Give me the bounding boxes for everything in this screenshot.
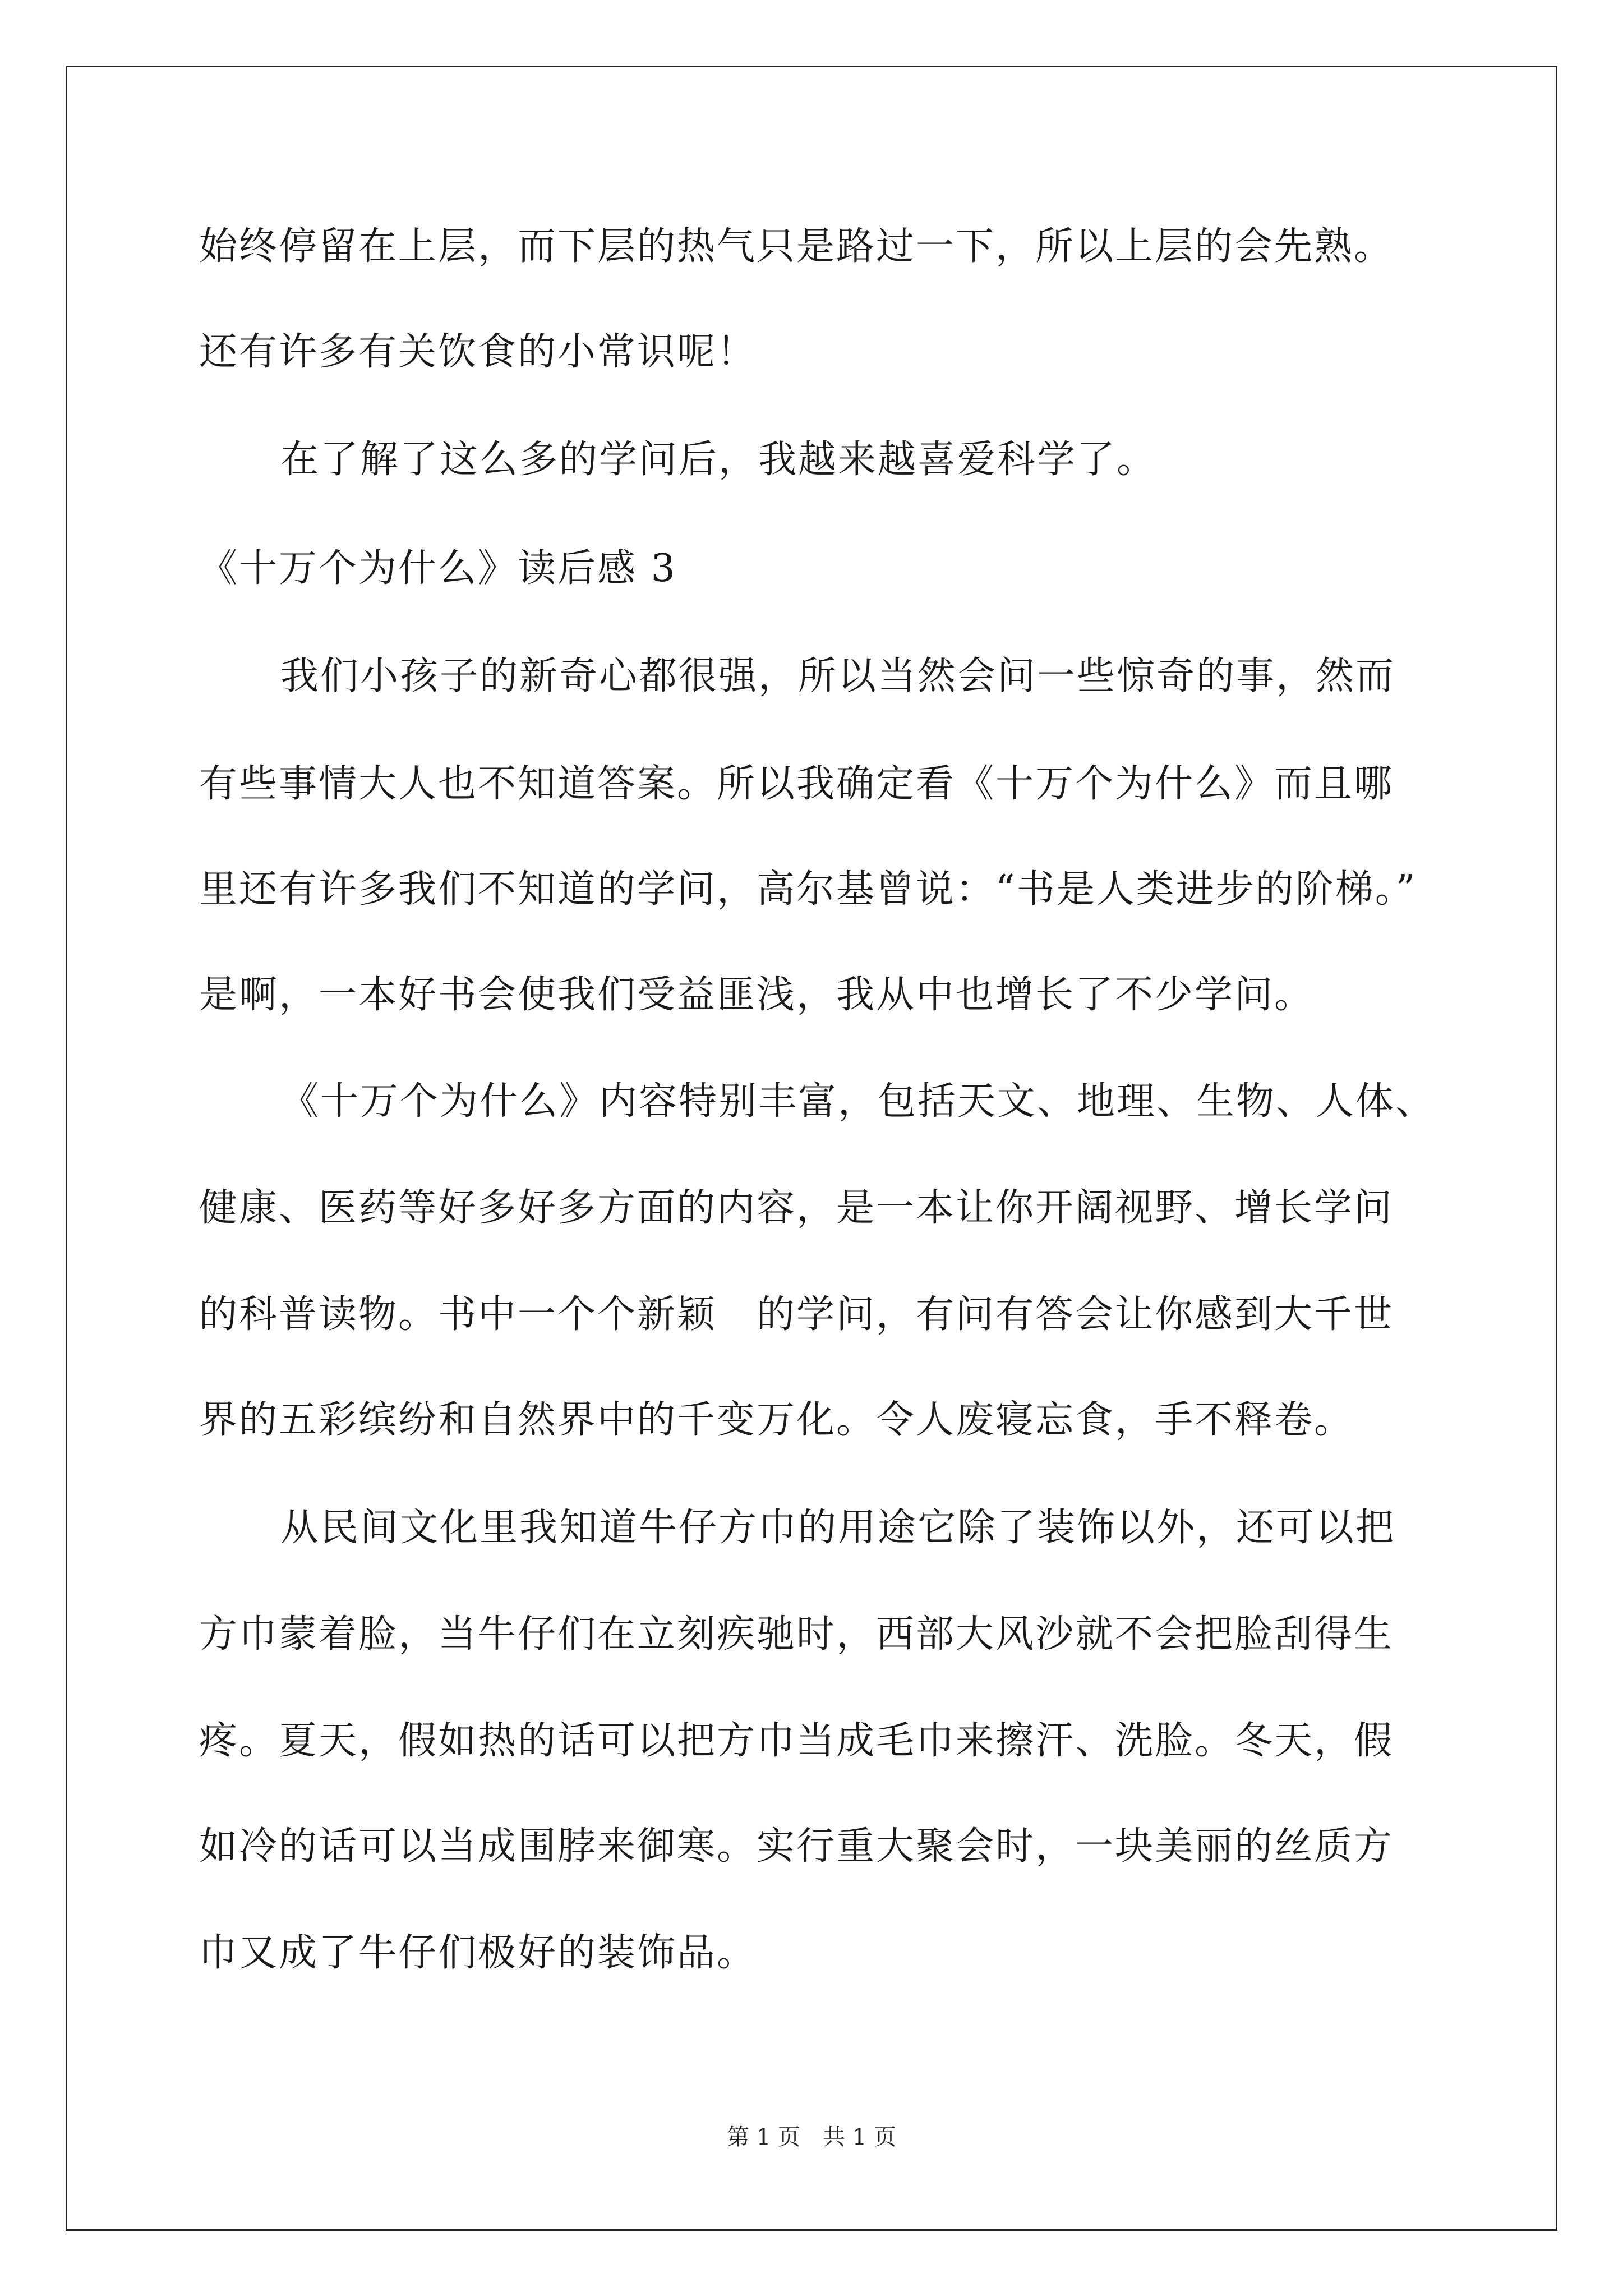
paragraph-line: 有些事情大人也不知道答案。所以我确定看《十万个为什么》而且哪 bbox=[199, 762, 1394, 806]
paragraph-line: 里还有许多我们不知道的学问，高尔基曾说：“书是人类进步的阶梯。” bbox=[199, 867, 1417, 912]
paragraph-line: 在了解了这么多的学问后，我越来越喜爱科学了。 bbox=[280, 438, 1157, 482]
paragraph-line: 的科普读物。书中一个个新颖 的学问，有问有答会让你感到大千世 bbox=[199, 1292, 1394, 1337]
paragraph-line: 如冷的话可以当成围脖来御寒。实行重大聚会时，一块美丽的丝质方 bbox=[199, 1824, 1394, 1869]
paragraph-line: 方巾蒙着脸，当牛仔们在立刻疾驰时，西部大风沙就不会把脸刮得生 bbox=[199, 1612, 1394, 1657]
section-heading: 《十万个为什么》读后感 3 bbox=[199, 546, 677, 591]
paragraph-line: 从民间文化里我知道牛仔方巾的用途它除了装饰以外，还可以把 bbox=[280, 1506, 1396, 1550]
paragraph-line: 疼。夏天，假如热的话可以把方巾当成毛巾来擦汗、洗脸。冬天，假 bbox=[199, 1719, 1394, 1763]
paragraph-line: 是啊，一本好书会使我们受益匪浅，我从中也增长了不少学问。 bbox=[199, 973, 1315, 1017]
paragraph-line: 始终停留在上层，而下层的热气只是路过一下，所以上层的会先熟。 bbox=[199, 224, 1394, 269]
paragraph-line: 巾又成了牛仔们极好的装饰品。 bbox=[199, 1931, 757, 1975]
paragraph-line: 界的五彩缤纷和自然界中的千变万化。令人废寝忘食，手不释卷。 bbox=[199, 1398, 1354, 1442]
page-number-footer: 第 1 页 共 1 页 bbox=[727, 2124, 896, 2150]
page-frame bbox=[66, 66, 1557, 2231]
paragraph-line: 健康、医药等好多好多方面的内容，是一本让你开阔视野、增长学问 bbox=[199, 1186, 1394, 1230]
paragraph-line: 我们小孩子的新奇心都很强，所以当然会问一些惊奇的事，然而 bbox=[280, 654, 1396, 698]
paragraph-line: 《十万个为什么》内容特别丰富，包括天文、地理、生物、人体、 bbox=[280, 1079, 1436, 1124]
paragraph-line: 还有许多有关饮食的小常识呢！ bbox=[199, 330, 757, 374]
